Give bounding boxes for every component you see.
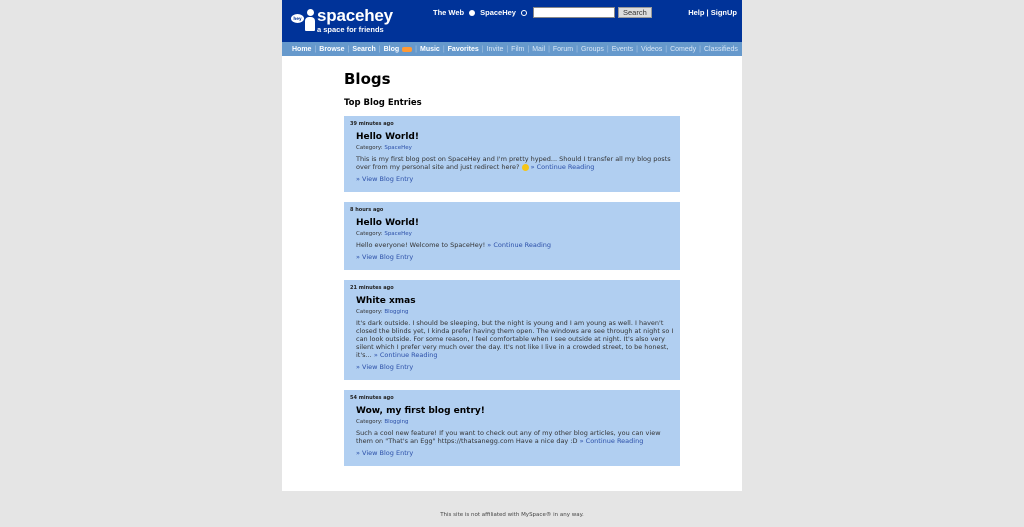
entry-title: Wow, my first blog entry! bbox=[356, 406, 485, 416]
nav-separator: | bbox=[548, 45, 550, 53]
category-link[interactable]: Blogging bbox=[384, 419, 409, 425]
nav-separator: | bbox=[665, 45, 668, 53]
nav-groups[interactable]: Groups bbox=[580, 45, 604, 53]
continue-reading-link[interactable]: » Continue Reading bbox=[373, 351, 438, 359]
view-entry-link[interactable]: » View Blog Entry bbox=[356, 363, 414, 371]
nav-separator: | bbox=[378, 45, 381, 53]
nav-film[interactable]: Film bbox=[511, 45, 525, 53]
entry-excerpt bbox=[356, 155, 674, 171]
logo-tagline: a space for friends bbox=[317, 25, 384, 34]
nav-separator: | bbox=[527, 45, 530, 53]
main-nav bbox=[282, 42, 742, 56]
nav-forum[interactable]: Forum bbox=[552, 45, 574, 53]
nav-separator: | bbox=[576, 45, 578, 53]
nav-browse[interactable]: Browse bbox=[319, 45, 345, 53]
logo-name: spacehey bbox=[317, 6, 393, 25]
blog-entry bbox=[344, 116, 680, 192]
nav-separator: | bbox=[481, 45, 484, 53]
excerpt-text: Such a cool new feature! If you want to check out any of my other blog articles, you can view them on "That's an Egg" https://thatsanegg.com Have a nice day :D bbox=[356, 429, 661, 445]
section-title: Top Blog Entries bbox=[344, 98, 422, 108]
entry-excerpt bbox=[356, 429, 674, 445]
nav-videos[interactable]: Videos bbox=[640, 45, 663, 53]
view-entry-link[interactable]: » View Blog Entry bbox=[356, 253, 414, 261]
header bbox=[282, 0, 742, 42]
new-badge-icon bbox=[402, 47, 412, 52]
entry-category bbox=[356, 309, 674, 315]
entry-excerpt bbox=[356, 319, 674, 359]
blog-entry bbox=[344, 202, 680, 270]
search-option-spacehey-label: SpaceHey bbox=[480, 8, 516, 17]
nav-music[interactable]: Music bbox=[419, 45, 440, 53]
search-option-web-label: The Web bbox=[433, 8, 465, 17]
footer-disclaimer: This site is not affiliated with MySpace® in any way. bbox=[440, 512, 584, 518]
view-entry-link[interactable]: » View Blog Entry bbox=[356, 449, 414, 457]
excerpt-text: This is my first blog post on SpaceHey and I'm pretty hyped... Should I transfer all my blog posts over from my personal site and just redirect here? bbox=[356, 155, 671, 171]
continue-reading-link[interactable]: » Continue Reading bbox=[487, 241, 552, 249]
speech-bubble-icon: hey bbox=[291, 14, 304, 23]
blog-entry bbox=[344, 390, 680, 466]
entry-time: 21 minutes ago bbox=[350, 285, 394, 291]
help-link[interactable]: Help bbox=[688, 8, 705, 17]
signup-link[interactable]: SignUp bbox=[710, 8, 737, 17]
category-link[interactable]: SpaceHey bbox=[384, 231, 412, 237]
continue-reading-link[interactable]: » Continue Reading bbox=[530, 163, 595, 171]
continue-reading-link[interactable]: » Continue Reading bbox=[579, 437, 644, 445]
entry-title: White xmas bbox=[356, 296, 416, 306]
search-input[interactable] bbox=[533, 7, 615, 18]
page-container bbox=[282, 0, 742, 491]
excerpt-text: Hello everyone! Welcome to SpaceHey! bbox=[356, 241, 486, 249]
nav-separator: | bbox=[506, 45, 509, 53]
nav-comedy[interactable]: Comedy bbox=[670, 45, 697, 53]
nav-classifieds[interactable]: Classifieds bbox=[704, 45, 738, 53]
nav-separator: | bbox=[699, 45, 701, 53]
search-button[interactable]: Search bbox=[618, 7, 652, 18]
nav-separator: | bbox=[606, 45, 609, 53]
person-icon bbox=[307, 9, 314, 16]
entry-excerpt bbox=[356, 241, 674, 249]
emoji-icon bbox=[522, 164, 529, 171]
blog-entry bbox=[344, 280, 680, 380]
nav-events[interactable]: Events bbox=[611, 45, 634, 53]
entry-category bbox=[356, 231, 674, 237]
category-label: Category: bbox=[356, 231, 383, 237]
category-label: Category: bbox=[356, 145, 383, 151]
view-entry-link[interactable]: » View Blog Entry bbox=[356, 175, 414, 183]
nav-blog[interactable]: Blog bbox=[383, 45, 400, 53]
entry-title: Hello World! bbox=[356, 218, 419, 228]
nav-separator: | bbox=[415, 45, 417, 53]
entry-time: 8 hours ago bbox=[350, 207, 384, 213]
category-link[interactable]: Blogging bbox=[384, 309, 409, 315]
search-area bbox=[433, 7, 652, 18]
logo[interactable] bbox=[291, 6, 391, 36]
help-links bbox=[688, 8, 737, 17]
nav-separator: | bbox=[636, 45, 638, 53]
entry-category bbox=[356, 145, 674, 151]
search-option-spacehey-radio[interactable] bbox=[521, 10, 527, 16]
nav-separator: | bbox=[314, 45, 317, 53]
entry-time: 54 minutes ago bbox=[350, 395, 394, 401]
nav-favorites[interactable]: Favorites bbox=[447, 45, 479, 53]
nav-search[interactable]: Search bbox=[352, 45, 376, 53]
main-content bbox=[282, 56, 742, 491]
search-option-web-radio[interactable] bbox=[469, 10, 475, 16]
category-link[interactable]: SpaceHey bbox=[384, 145, 412, 151]
nav-invite[interactable]: Invite bbox=[486, 45, 504, 53]
category-label: Category: bbox=[356, 419, 383, 425]
nav-separator: | bbox=[347, 45, 350, 53]
nav-home[interactable]: Home bbox=[292, 45, 312, 53]
entry-category bbox=[356, 419, 674, 425]
excerpt-text: It's dark outside. I should be sleeping, but the night is young and I am young as well. I haven't closed the blinds yet, I kinda prefer having them open. The windows are see through at night so I can look outside. For some reason, I feel comfortable when I see outside at night. It's also very silent which I prefer very much over the day. It's not like I live in a crowded street, to be honest, it's... bbox=[356, 319, 674, 359]
person-icon-body bbox=[305, 17, 315, 31]
page-title: Blogs bbox=[344, 70, 391, 88]
entry-title: Hello World! bbox=[356, 132, 419, 142]
link-separator: | bbox=[706, 8, 709, 17]
nav-separator: | bbox=[442, 45, 445, 53]
blog-list bbox=[344, 70, 680, 476]
category-label: Category: bbox=[356, 309, 383, 315]
nav-mail[interactable]: Mail bbox=[532, 45, 546, 53]
entry-time: 39 minutes ago bbox=[350, 121, 394, 127]
